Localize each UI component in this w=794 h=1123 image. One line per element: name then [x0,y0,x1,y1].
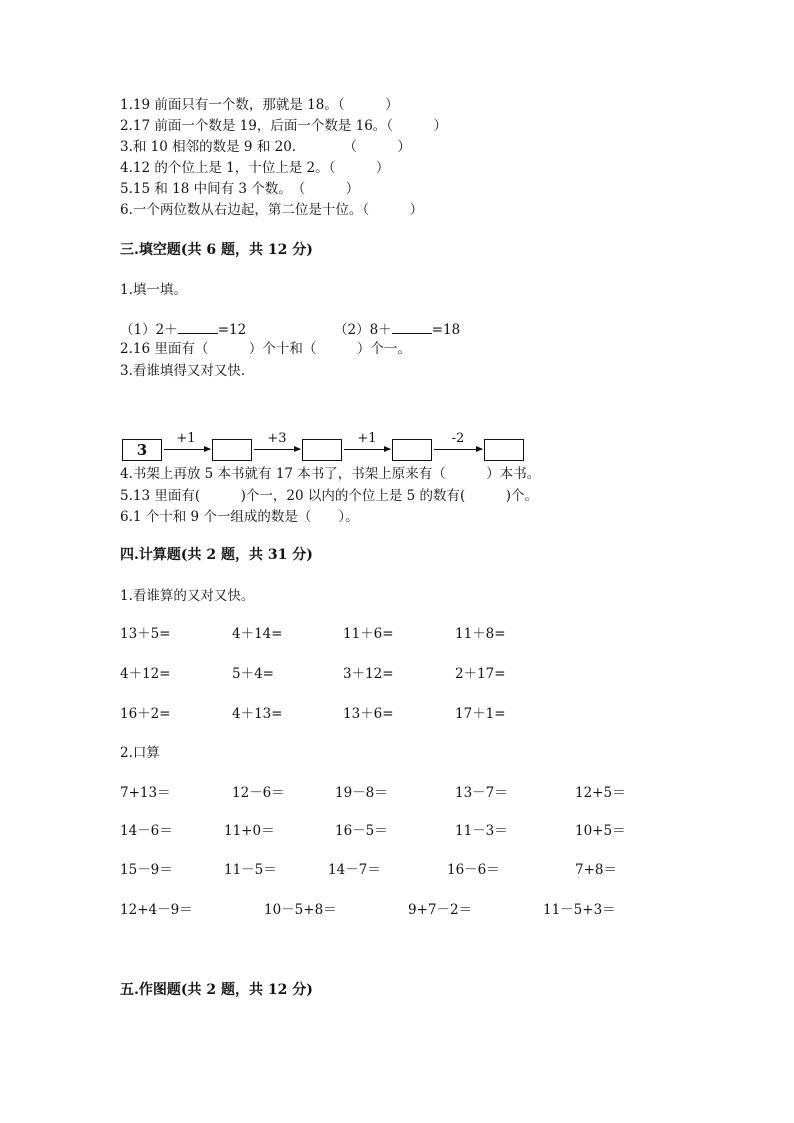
calc-item: 2＋17= [455,666,506,682]
mental-math-item: 11－3＝ [455,823,508,839]
calc-item: 3＋12= [343,666,394,682]
section-heading-calculation: 四.计算题(共 2 题，共 31 分) [120,547,313,563]
fill-question-2: 2.16 里面有（ ）个十和（ ）个一。 [120,341,411,357]
judgment-question: 6.一个两位数从右边起，第二位是十位。（ ） [120,202,424,218]
calc-item: 5＋4= [232,666,274,682]
chain-operation-label: +1 [357,431,377,446]
fill-question-5: 5.13 里面有( )个一，20 以内的个位上是 5 的数有( )个。 [120,488,539,504]
fill-question-4: 4.书架上再放 5 本书就有 17 本书了，书架上原来有（ ）本书。 [120,466,541,482]
section-heading-fill-blank: 三.填空题(共 6 题，共 12 分) [120,242,313,258]
chain-answer-box[interactable] [392,439,432,461]
judgment-question: 2.17 前面一个数是 19，后面一个数是 16。（ ） [120,118,448,134]
fill-question-6: 6.1 个十和 9 个一组成的数是（ ）。 [120,509,359,525]
calc-question-1-title: 1.看谁算的又对又快。 [120,588,255,604]
mental-math-item: 14－7＝ [328,862,381,878]
judgment-question: 5.15 和 18 中间有 3 个数。 （ ） [120,181,360,197]
calc-item: 11＋8= [455,626,506,642]
judgment-question: 1.19 前面只有一个数，那就是 18。（ ） [120,97,399,113]
fill-question-1a-prefix: （1）2＋ [120,322,178,338]
mental-math-item: 14－6＝ [120,823,173,839]
fill-question-1-title: 1.填一填。 [120,282,187,298]
section-heading-drawing: 五.作图题(共 2 题，共 12 分) [120,982,313,998]
fill-question-1b [334,319,460,339]
answer-blank[interactable] [392,319,432,334]
chain-operation-label: +1 [176,431,196,446]
mental-math-item: 9+7－2＝ [408,902,473,918]
mental-math-item: 7+8＝ [575,862,617,878]
mental-math-item: 11+0＝ [224,823,275,839]
mental-math-item: 10－5+8＝ [264,902,337,918]
mental-math-item: 7+13＝ [120,785,171,801]
calc-question-2-title: 2.口算 [120,745,160,761]
judgment-question: 3.和 10 相邻的数是 9 和 20. （ ） [120,139,411,155]
mental-math-item: 16－6＝ [447,862,500,878]
calc-item: 4＋14= [232,626,283,642]
chain-start-box: 3 [122,439,162,461]
fill-question-3: 3.看谁填得又对又快. [120,363,246,379]
calc-item: 13＋5= [120,626,171,642]
chain-operation-label: +3 [267,431,287,446]
fill-question-1b-prefix: （2）8＋ [334,322,392,338]
mental-math-item: 11－5＝ [224,862,277,878]
mental-math-item: 12+4－9＝ [120,902,193,918]
mental-math-item: 19－8＝ [335,785,388,801]
calc-item: 13＋6= [343,706,394,722]
mental-math-item: 16－5＝ [335,823,388,839]
calc-item: 4＋13= [232,706,283,722]
chain-answer-box[interactable] [302,439,342,461]
mental-math-item: 12－6＝ [232,785,285,801]
judgment-question: 4.12 的个位上是 1，十位上是 2。（ ） [120,160,390,176]
calc-item: 16＋2= [120,706,171,722]
fill-question-1a-suffix: =12 [217,322,247,338]
mental-math-item: 12+5＝ [575,785,626,801]
chain-arrow [164,449,210,450]
mental-math-item: 11－5+3＝ [543,902,616,918]
answer-blank[interactable] [178,319,218,334]
mental-math-item: 15－9＝ [120,862,173,878]
calc-item: 11＋6= [343,626,394,642]
chain-arrow [344,449,390,450]
fill-question-1b-suffix: =18 [431,322,461,338]
calc-item: 17＋1= [455,706,506,722]
mental-math-item: 13－7＝ [455,785,508,801]
chain-arrow [434,449,482,450]
chain-answer-box[interactable] [212,439,252,461]
chain-answer-box[interactable] [484,439,524,461]
calc-item: 4＋12= [120,666,171,682]
chain-operation-label: -2 [451,431,465,446]
chain-arrow [254,449,300,450]
mental-math-item: 10+5＝ [575,823,626,839]
fill-question-1a [120,319,246,339]
